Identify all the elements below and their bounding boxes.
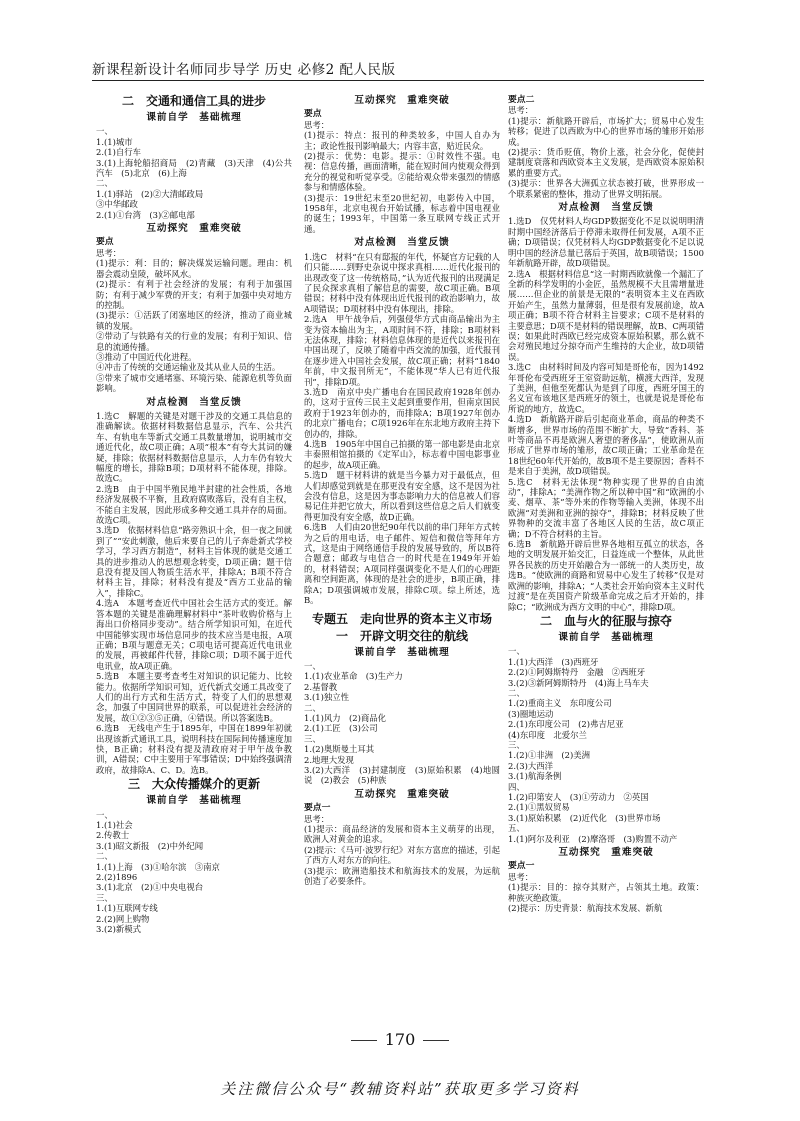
text-line: 一、 <box>304 660 321 671</box>
text-line: 1.(2)印第安人 (3)①劳动力 ②英国 <box>508 792 649 802</box>
page-number: 170 <box>0 1030 800 1049</box>
text-line: ④冲击了传统的交通运输业及其从业人员的生活。 <box>96 362 281 373</box>
text-line: 4.选D 新航路开辟后引起商业革命，商品的种类不断增多，世界市场的范围不断扩大，导致“香料、茶叶等商品不再是欧洲人奢望的奢侈品”，使欧洲从而形成了世界市场的雏形，故C项正确；工业革命是在18世纪60年代开始的，故B项不是主要原因；香料不是来自于美洲，故D项错误。 <box>508 414 704 477</box>
text-line: (3)提示：19世纪末至20世纪初，电影传入中国，1958年，北京电视台开始试播，标志着中国电视业的诞生；1993年，中国第一条互联网专线正式开通。 <box>304 192 500 234</box>
text-line: 2.(1)自行车 <box>96 147 141 158</box>
text-line: 2.(1)①台湾 (3)②邮电部 <box>96 209 195 220</box>
subsection-title: 互动探究 重难突破 <box>354 788 450 800</box>
text-line: 3.(2)新模式 <box>96 924 141 935</box>
answer-list <box>304 661 500 786</box>
text-line: 4.选A 本题考查近代中国社会生活方式的变迁。解答本题的关键是准确理解材料中“茶叶收购价格与上海出口价格同步变动”。结合所学知识可知，在近代中国能够实现市场信息同步的技术应当是电报，A项正确；B项与题意无关；C项电话可提高近代电讯业的发展，再被邮件代替，排除C项；D项不属于近代电讯业，故A项正确。 <box>96 598 292 671</box>
text-line: 1.(1)驿站 (2)②大清邮政局 <box>96 188 204 199</box>
subsection-title: 互动探究 重难突破 <box>146 223 242 235</box>
text-line: (2)提示：优势：电影。提示：①时效性不强。电视：信息传播，画面清晰，能在短时间内使观众得到充分的视觉和听觉享受。②能给观众带来强烈的情感参与和情感体验。 <box>304 151 500 193</box>
text-line: 2.(2)①阿姆斯特丹 金融 ②西班牙 <box>508 667 646 678</box>
text-line: ⑤带来了城市交通堵塞、环境污染、能源危机等负面影响。 <box>96 372 292 394</box>
text-line: 2.(2)网上购物 <box>96 913 150 924</box>
point-heading: 要点一 <box>508 861 535 872</box>
text-line: 一、 <box>96 809 113 820</box>
text-line: 1.(1)大西洋 (3)西班牙 <box>508 656 599 667</box>
answer-list <box>304 130 500 234</box>
section-title: 二 血与火的征服与掠夺 <box>539 613 672 628</box>
text-line: 2.(2)1896 <box>96 872 138 883</box>
text-line: 5.选D 题干材料讲的就是当今暴力对于最低点，但人们却感觉到就是在那更没有安全感，这不是因为社会没有信息，这是因为事态影响力大的信息被人们容易记住并把它放大，所以看到这些信息之后人们就变得更加没有安全感，故D正确。 <box>304 470 500 522</box>
text-line: 三、 <box>96 892 113 903</box>
text-line: ③推动了中国近代化进程。 <box>96 351 197 362</box>
text-line: 2.基督教 <box>304 681 338 692</box>
subsection-title: 互动探究 重难突破 <box>354 95 450 106</box>
subsection-title: 对点检测 当堂反馈 <box>146 396 242 408</box>
think-label: 思考： <box>304 119 330 130</box>
text-line: 2.选A 甲午战争后，列强侵华方式由商品输出为主变为资本输出为主，A项时间不符，排除；B项材料无法体现，排除；材料信息体现的是近代以来报刊在中国出现了，反映了随着中西交流的加强，近代报刊在逐步进入中国社会发展，故C项正确；材料“1840年前，中文报刊所无”，不能体现“华人已有近代报刊”，排除D项。 <box>304 314 500 387</box>
text-line: 6.选B 新航路开辟后世界各地相互孤立的状态，各地的文明发展开始交汇，日益连成一个整体，从此世界各民族的历史开始融合为一部统一的人类历史，故选B。“使欧洲的商路和贸易中心发生了转移”仅是对欧洲的影响，排除A；“人类社会开始向资本主义时代过渡”是在英国资产阶级革命完成之后才开始的，排除C；“欧洲成为西方文明的中心”，排除D项。 <box>508 539 704 612</box>
think-label: 思考： <box>508 871 534 882</box>
text-line: 一、 <box>96 126 113 137</box>
text-line: (3)圈地运动 <box>508 708 554 719</box>
point-heading: 要点一 <box>304 803 331 814</box>
text-line: 1.(1)互联网专线 <box>96 903 158 914</box>
text-line: 1.选D 仅凭材料人均GDP数据变化不足以说明明清时期中国经济落后于停滞未取得任何发展，A项不正确；D项错误；仅凭材料人均GDP数据变化不足以说明中国的经济总量已落后于英国，故B项错误；1500年新航路开辟，故D项错误。 <box>508 216 704 269</box>
text-line: (3)提示：欧洲造船技术和航海技术的发展，为远航创造了必要条件。 <box>304 865 500 887</box>
text-line: 三、 <box>304 733 321 744</box>
section-title: 二 交通和通信工具的进步 <box>121 94 266 108</box>
text-line: (1)提示：利：目的；解决煤炭运输问题。理由：机器会震动皇陵，破坏风水。 <box>96 258 292 279</box>
think-label: 思考： <box>304 813 330 824</box>
footer-note: 关注微信公众号“教辅资料站”获取更多学习资料 <box>220 1080 580 1098</box>
text-line: 3.(1)上海轮船招商局 (2)青藏 (3)天津 (4)公共汽车 (5)北京 (6)上海 <box>96 157 292 179</box>
text-line: 3.(1)北京 (2)①中央电视台 <box>96 882 204 893</box>
text-line: 2.传教士 <box>96 830 130 841</box>
text-line: 5.选B 本题主要考查考生对知识的识记能力、比较能力。依据所学知识可知，近代新式交通工具改变了人们的出行方式和生活方式，特变了人们的思想观念，加强了中国同世界的联系，可以促进社会经济的发展，故①②③⑤正确，④错误。所以答案选B。 <box>96 671 292 723</box>
text-line: 3.选D 依据材料信息“路旁熟识十余，但一夜之间就到了”“安此刺激，他后来要自己的儿子奔赴新式学校学习，学习西方制造”，材料主旨体现的就是交通工具的进步推动人的思想观念转变，D项正确；题干信息没有提及国人物质生活水平，排除A；B项不符合材料主旨，排除；材料没有提及“西方工业品的输入”，排除C。 <box>96 525 292 598</box>
text-line: 二、 <box>96 178 113 189</box>
text-line: (2)提示：历史背景：航海技术发展、新航 <box>508 903 663 914</box>
point-heading: 要点 <box>304 109 322 120</box>
text-line: 1.(1)城市 <box>96 136 133 147</box>
column-1 <box>96 92 292 934</box>
think-label: 思考： <box>96 247 122 258</box>
answer-list <box>508 882 704 913</box>
text-line: 3.(2)③新阿姆斯特丹 (4)海上马车夫 <box>508 677 649 688</box>
text-line: (2)提示：《马可·波罗行纪》对东方富庶的描述，引起了西方人对东方的向往。 <box>304 844 500 866</box>
text-line: 2.选B 由于中国半殖民地半封建的社会性质，各地经济发展极不平衡，且政府腐败落后，没有自主权，不能自主发展，因此形成多种交通工具并存的局面。故选C项。 <box>96 483 292 526</box>
text-line: (3)提示：世界各大洲孤立状态被打破，世界形成一个联系紧密的整体，推动了世界文明拓展。 <box>508 178 704 199</box>
column-2 <box>304 92 500 886</box>
text-line: 一、 <box>508 646 525 657</box>
text-line: (2)提示：货币贬值，物价上涨，社会分化，促使封建制度衰落和西欧资本主义发展，是西欧资本原始积累的重要方式。 <box>508 147 704 178</box>
text-line: 2.(3)大西洋 <box>508 760 553 771</box>
text-line: 6.选B 人们由20世纪90年代以前的串门拜年方式转为之后的用电话，电子邮件、短信和微信等拜年方式，这是由于网络通信手段的发展导致的，所以B符合题意；邮政与电信合一的时代是在1949年开始的，材料错误；A项同样强调变化不是人们的心理距离和空间距离，体现的是社会的进步，B项正确，排除A；D项强调城市发展，排除C项。综上所述，选B。 <box>304 522 500 606</box>
answer-list <box>508 116 704 199</box>
text-line: (2)提示：有利于社会经济的发展；有利于加强国防；有利于减少军费的开支；有利于加强中央对地方的控制。 <box>96 279 292 310</box>
text-line: (3)提示：①活跃了闭塞地区的经济，推动了商业城镇的发展。 <box>96 310 292 331</box>
answer-list <box>304 252 500 606</box>
text-line: 2.(1)①黑奴贸易 <box>508 802 570 813</box>
text-line: 2.(1)东印度公司 (2)弗吉尼亚 <box>508 719 624 730</box>
text-line: 4.选B 1905年中国自己拍摄的第一部电影是由北京丰泰照相馆拍摄的《定军山》，标志着中国电影事业的起步，故A项正确。 <box>304 439 500 470</box>
answer-list <box>304 824 500 886</box>
answer-list <box>96 810 292 935</box>
subsection-title: 对点检测 当堂反馈 <box>354 237 450 249</box>
answer-list <box>508 646 704 844</box>
answer-list <box>96 126 292 220</box>
answer-list <box>96 411 292 775</box>
text-line: 3.选C 由材料时间及内容可知是哥伦布，因为1492年哥伦布受西班牙王室资助远航，横渡大西洋，发现了美洲，但他至死都认为是到了印度，西班牙国王的名义宣布该地区是西班牙的领土，也就是说是哥伦布所说的地方，故选C。 <box>508 362 704 414</box>
text-line: 1.选C 材料“在只有邸报的年代，怀疑官方记载的人们只能……到野史杂说中探求真相……近代化报刊的出现改变了这一传统格局，”认为近代报刊的出现满足了民众探求真相了解信息的需要，故C项正确。B项错误；材料中没有体现出近代报刊的政治影响力，故A项错误；D项材料中没有体现出，排除。 <box>304 251 500 314</box>
text-line: 1.(1)上海 (3)①哈尔滨 ③南京 <box>96 861 220 872</box>
text-line: (4)东印度 北爱尔兰 <box>508 729 587 740</box>
point-heading: 要点二 <box>508 95 535 105</box>
text-line: 二、 <box>96 851 113 862</box>
unit-title: 专题五 走向世界的资本主义市场 <box>311 611 492 626</box>
point-heading: 要点 <box>96 237 114 248</box>
text-line: ③中华邮政 <box>96 199 138 210</box>
text-line: 1.(1)社会 <box>96 820 133 830</box>
section-title: 一 开辟文明交往的航线 <box>335 628 468 643</box>
subsection-title: 课前自学 基础梳理 <box>146 112 242 123</box>
text-line: 2.选A 根据材料信息“这一时期西欧就像一个漏汇了全新的科学发明的小金匠，虽然规模不大且需增量进展……但企业的前景是无限的”表明资本主义在西欧开始产生，虽然力量薄弱，但是很有发展前途，故A项正确；B项不符合材料主旨要求；C项不是材料的主要意思；D项不是材料的错误理解，故B、C两项错误；如果此时西欧已经完成资本原始积累，那么就不会对殖民地过分掠夺而产生维持的大企业，故D项错误。 <box>508 268 704 362</box>
subsection-title: 互动探究 重难突破 <box>558 847 654 859</box>
column-3 <box>508 92 704 913</box>
text-line: 3.选D 南京中央广播电台在国民政府1928年创办的，这对于宣传三民主义起到重要作用，但南京国民政府于1923年创办的，而排除A；B项1927年创办的北京广播电台；C项1926年在东北地方政府主持下创办的，排除。 <box>304 386 500 439</box>
text-line: 三、 <box>508 739 525 750</box>
text-line: ②带动了与铁路有关的行业的发展；有利于知识、信息的流通传播。 <box>96 331 292 352</box>
text-line: 1.选C 解题的关键是对题干涉及的交通工具信息的准确解读。依据材料数据信息显示，汽车、公共汽车、有轨电车等新式交通工具数量增加，说明城市交通近代化，故C项正确；A项“根本”有夸大其词的嫌疑，排除；依据材料数据信息显示，人力车仍有较大幅度的增长，排除B项；D项材料不能体现，排除。故选C。 <box>96 410 292 484</box>
answer-list <box>508 216 704 611</box>
text-line: 1.(1)阿尔及利亚 (2)摩洛哥 (3)购置不动产 <box>508 833 678 844</box>
page-header: 新课程新设计名师同步导学 历史 必修2 配人民版 <box>92 62 396 78</box>
text-line: 二、 <box>304 702 321 713</box>
text-line: (1)提示：特点：报刊的种类较多，中国人自办为主；政论性报刊影响最大；内容丰富，贴近民众。 <box>304 130 500 151</box>
text-line: 四、 <box>508 781 525 792</box>
think-label: 思考： <box>508 105 534 116</box>
text-line: 3.(1)航海条例 <box>508 771 562 782</box>
section-title: 三 大众传播媒介的更新 <box>127 777 260 792</box>
text-line: 1.(2)①非洲 (2)美洲 <box>508 750 590 761</box>
text-line: 1.(1)风力 (2)商品化 <box>304 712 386 723</box>
text-line: 5.选C 材料无法体现“物种实现了世界的自由流动”，排除A；“美洲作物之所以种中国”和“欧洲的小麦、烟草、茶”等外来的作物等输入美洲，体现不出欧洲“对美洲和亚洲的掠夺”，排除B；材料反映了世界物种的交流丰富了各地区人民的生活，故C项正确；D不符合材料的主旨。 <box>508 476 704 539</box>
subsection-title: 课前自学 基础梳理 <box>354 646 450 658</box>
answer-list <box>96 258 292 393</box>
text-line: 3.(2)大西洋 (3)封建制度 (3)原始积累 (4)地圆说 (2)教会 (5)种族 <box>304 764 500 786</box>
text-line: 6.选B 无线电产生于1895年，中国在1899年初就出现该新式通讯工具，说明科技在国际间传播速度加快，B正确；材料没有提及清政府对于甲午战争教训，A错误；C中主要用于军事错误；D中始终强调清政府，故排除A、C、D。选B。 <box>96 723 292 775</box>
text-line: (1)提示：目的：掠夺其财产，占领其土地。政策：种族灭绝政策。 <box>508 882 704 903</box>
text-line: 3.(1)原始积累 (2)近代化 (3)世界市场 <box>508 812 661 823</box>
text-line: 二、 <box>508 687 525 698</box>
text-line: 五、 <box>508 823 525 834</box>
text-line: 3.(1)昭文新报 (2)中外纪闻 <box>96 840 204 851</box>
subsection-title: 课前自学 基础梳理 <box>146 795 242 807</box>
text-line: 1.(2)重商主义 东印度公司 <box>508 698 612 709</box>
subsection-title: 对点检测 当堂反馈 <box>558 202 654 214</box>
text-line: (1)提示：商品经济的发展和资本主义萌芽的出现，欧洲人对黄金的追求。 <box>304 824 500 845</box>
text-line: 2.地理大发现 <box>304 754 354 765</box>
text-line: 2.(1)工匠 (3)公司 <box>304 723 378 734</box>
text-line: 3.(1)独立性 <box>304 692 349 703</box>
header-rule <box>92 80 704 81</box>
text-line: 1.(1)农业革命 (3)生产力 <box>304 671 403 682</box>
subsection-title: 课前自学 基础梳理 <box>558 631 654 643</box>
text-line: (1)提示：新航路开辟后，市场扩大；贸易中心发生转移；促进了以西欧为中心的世界市场的雏形开始形成。 <box>508 115 704 147</box>
text-line: 1.(2)奥斯曼土耳其 <box>304 744 375 755</box>
